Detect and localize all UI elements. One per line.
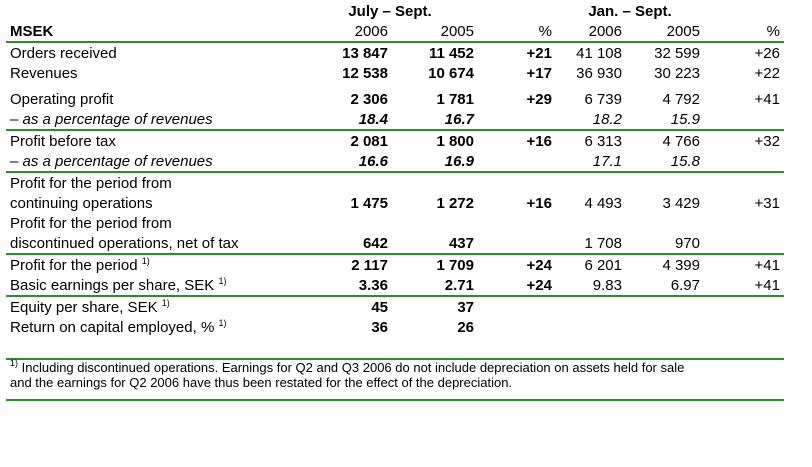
footnote-ref: 1) <box>141 256 150 266</box>
year-2006-q: 2006 <box>302 21 392 42</box>
header-row-years <box>6 21 784 42</box>
footnote-line-1: $^{1)}$ Including discontinued operations. Earnings for Q2 and Q3 2006 do not include depreciation on assets held for sale <box>10 358 685 375</box>
year-2005-ytd: 2005 <box>626 21 704 42</box>
pct-header-q: % <box>478 21 556 42</box>
footnote <box>10 360 780 390</box>
footnote-line-2: and the earnings for Q2 2006 have thus been restated for the effect of the depreciation. <box>10 375 513 390</box>
table-row-profit-for-period: Profit for the period $^{1)}$ 2 117 1 709 +24 6 201 4 399 +41 <box>10 256 780 274</box>
footnote-ref: 1) <box>218 276 227 286</box>
footnote-marker: 1) <box>10 358 19 368</box>
period-jan-sept: Jan. – Sept. <box>588 3 672 20</box>
table-row-revenues: Revenues 12 538 10 674 +17 36 930 30 223 +22 <box>10 65 780 82</box>
pct-header-ytd: % <box>704 21 784 42</box>
footnote-ref: 1) <box>218 318 227 328</box>
table-row-roce: Return on capital employed, % $^{1)}$ 36 26 <box>10 318 474 336</box>
header-row-periods <box>6 0 784 21</box>
bottom-divider <box>6 399 784 401</box>
table-row-discontinued-label: Profit for the period from <box>10 215 172 232</box>
table-row-eps: Basic earnings per share, SEK $^{1)}$ 3.36 2.71 +24 9.83 6.97 +41 <box>6 275 784 296</box>
table-row-profit-before-tax: Profit before tax 2 081 1 800 +16 6 313 4 766 +32 <box>10 133 780 150</box>
footnote-ref: 1) <box>161 298 170 308</box>
period-july-sept: July – Sept. <box>348 3 432 20</box>
financial-summary-table <box>6 0 784 337</box>
table-row-continuing-operations: continuing operations 1 475 1 272 +16 4 493 3 429 +31 <box>10 195 780 212</box>
table-row-operating-profit: Operating profit 2 306 1 781 +29 6 739 4 792 +41 <box>10 91 780 108</box>
table-row-orders: Orders received 13 847 11 452 +21 41 108 32 599 +26 <box>10 45 780 62</box>
table-row-pbt-margin: – as a percentage of revenues 16.6 16.9 17.1 15.8 <box>6 151 784 172</box>
year-2005-q: 2005 <box>392 21 478 42</box>
table-row-operating-margin: – as a percentage of revenues 18.4 16.7 18.2 15.9 <box>6 109 784 130</box>
table-row-continuing-label: Profit for the period from <box>10 175 172 192</box>
unit-label: MSEK <box>6 21 302 42</box>
table-row-discontinued-operations: discontinued operations, net of tax 642 437 1 708 970 <box>6 233 784 254</box>
table-row-equity-per-share: Equity per share, SEK $^{1)}$ 45 37 <box>10 298 474 316</box>
year-2006-ytd: 2006 <box>556 21 626 42</box>
